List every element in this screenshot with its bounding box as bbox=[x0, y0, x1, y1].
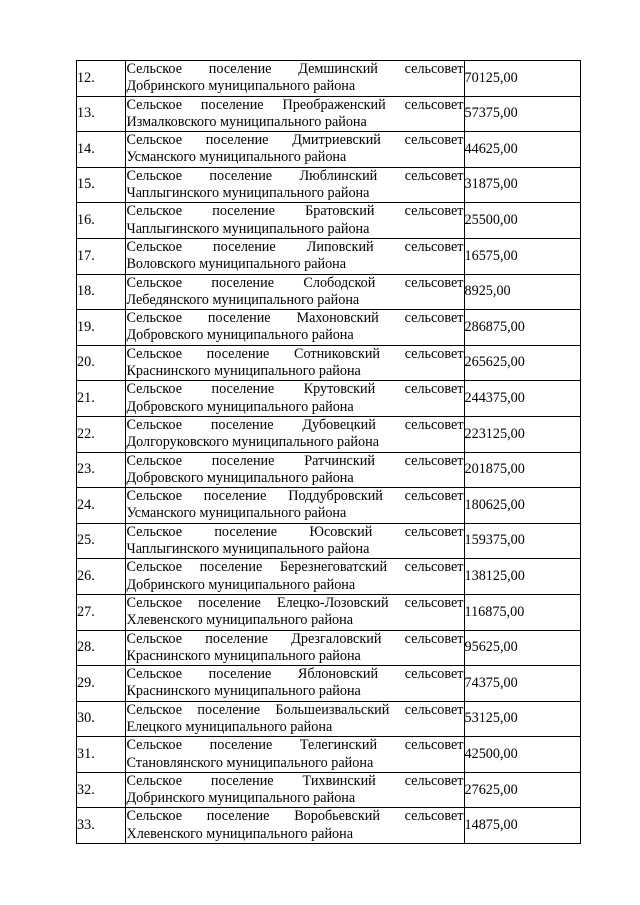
settlement-name-line2: Хлевенского муниципального района bbox=[126, 825, 354, 842]
amount-cell: 8925,00 bbox=[464, 274, 580, 310]
row-number: 29. bbox=[77, 666, 126, 702]
settlement-name-line1: Сельское поселение Махоновский сельсовет bbox=[126, 310, 464, 327]
row-number: 31. bbox=[77, 737, 126, 773]
settlement-name-cell bbox=[126, 345, 464, 381]
settlement-name-line2: Становлянского муниципального района bbox=[126, 754, 374, 771]
settlement-name-line1: Сельское поселение Березнеговатский сельсовет bbox=[126, 559, 464, 576]
row-number: 24. bbox=[77, 488, 126, 524]
settlement-name-cell bbox=[126, 96, 464, 132]
table-row bbox=[77, 167, 581, 203]
settlement-name-cell bbox=[126, 559, 464, 595]
row-number: 15. bbox=[77, 167, 126, 203]
row-number: 17. bbox=[77, 238, 126, 274]
table-row bbox=[77, 238, 581, 274]
row-number: 13. bbox=[77, 96, 126, 132]
row-number: 18. bbox=[77, 274, 126, 310]
amount-cell: 14875,00 bbox=[464, 808, 580, 844]
table-row bbox=[77, 808, 581, 844]
settlement-name-line2: Усманского муниципального района bbox=[126, 149, 347, 166]
settlement-name-line2: Воловского муниципального района bbox=[126, 256, 347, 273]
settlement-name-cell bbox=[126, 238, 464, 274]
row-number: 16. bbox=[77, 203, 126, 239]
settlement-name-line2: Усманского муниципального района bbox=[126, 505, 347, 522]
settlement-name-cell bbox=[126, 416, 464, 452]
settlement-name-cell bbox=[126, 488, 464, 524]
amount-cell: 286875,00 bbox=[464, 310, 580, 346]
amount-cell: 180625,00 bbox=[464, 488, 580, 524]
settlement-name-line2: Измалковского муниципального района bbox=[126, 113, 367, 130]
settlement-name-line1: Сельское поселение Липовский сельсовет bbox=[126, 238, 464, 255]
table-row bbox=[77, 772, 581, 808]
settlement-name-cell bbox=[126, 132, 464, 168]
settlement-name-cell bbox=[126, 808, 464, 844]
amount-cell: 57375,00 bbox=[464, 96, 580, 132]
settlement-name-line2: Добринского муниципального района bbox=[126, 576, 356, 593]
settlement-name-line2: Долгоруковского муниципального района bbox=[126, 434, 380, 451]
row-number: 22. bbox=[77, 416, 126, 452]
settlement-name-cell bbox=[126, 381, 464, 417]
table-row bbox=[77, 523, 581, 559]
settlement-name-cell bbox=[126, 772, 464, 808]
settlement-name-line1: Сельское поселение Ратчинский сельсовет bbox=[126, 452, 464, 469]
settlement-name-line2: Елецкого муниципального района bbox=[126, 718, 333, 735]
row-number: 20. bbox=[77, 345, 126, 381]
amount-cell: 138125,00 bbox=[464, 559, 580, 595]
settlement-name-cell bbox=[126, 274, 464, 310]
allocation-table bbox=[76, 60, 581, 844]
table-row bbox=[77, 274, 581, 310]
table-row bbox=[77, 345, 581, 381]
table-row bbox=[77, 737, 581, 773]
amount-cell: 16575,00 bbox=[464, 238, 580, 274]
row-number: 33. bbox=[77, 808, 126, 844]
settlement-name-line2: Краснинского муниципального района bbox=[126, 647, 361, 664]
amount-cell: 159375,00 bbox=[464, 523, 580, 559]
row-number: 32. bbox=[77, 772, 126, 808]
table-row bbox=[77, 416, 581, 452]
settlement-name-line2: Добровского муниципального района bbox=[126, 327, 354, 344]
settlement-name-line1: Сельское поселение Демшинский сельсовет bbox=[126, 61, 464, 77]
table-row bbox=[77, 310, 581, 346]
table-row bbox=[77, 203, 581, 239]
amount-cell: 116875,00 bbox=[464, 594, 580, 630]
table-row bbox=[77, 701, 581, 737]
amount-cell: 244375,00 bbox=[464, 381, 580, 417]
settlement-name-line2: Добровского муниципального района bbox=[126, 469, 354, 486]
amount-cell: 27625,00 bbox=[464, 772, 580, 808]
table-row bbox=[77, 559, 581, 595]
amount-cell: 95625,00 bbox=[464, 630, 580, 666]
settlement-name-line1: Сельское поселение Телегинский сельсовет bbox=[126, 737, 464, 754]
amount-cell: 44625,00 bbox=[464, 132, 580, 168]
settlement-name-line1: Сельское поселение Люблинский сельсовет bbox=[126, 167, 464, 184]
row-number: 26. bbox=[77, 559, 126, 595]
settlement-name-line2: Лебедянского муниципального района bbox=[126, 291, 360, 308]
settlement-name-cell bbox=[126, 310, 464, 346]
row-number: 12. bbox=[77, 61, 126, 97]
settlement-name-cell bbox=[126, 594, 464, 630]
settlement-name-cell bbox=[126, 203, 464, 239]
table-row bbox=[77, 488, 581, 524]
settlement-name-cell bbox=[126, 452, 464, 488]
table-row bbox=[77, 452, 581, 488]
amount-cell: 70125,00 bbox=[464, 61, 580, 97]
table-row bbox=[77, 594, 581, 630]
table-row bbox=[77, 630, 581, 666]
settlement-name-line1: Сельское поселение Большеизвальский сельсовет bbox=[126, 701, 464, 718]
settlement-name-line1: Сельское поселение Поддубровский сельсовет bbox=[126, 488, 464, 505]
amount-cell: 74375,00 bbox=[464, 666, 580, 702]
table-row bbox=[77, 61, 581, 97]
settlement-name-line2: Хлевенского муниципального района bbox=[126, 612, 354, 629]
settlement-name-line1: Сельское поселение Дрезгаловский сельсовет bbox=[126, 630, 464, 647]
settlement-name-line2: Добринского муниципального района bbox=[126, 790, 356, 807]
table-row bbox=[77, 96, 581, 132]
settlement-name-cell bbox=[126, 701, 464, 737]
settlement-name-line1: Сельское поселение Тихвинский сельсовет bbox=[126, 772, 464, 789]
table-row bbox=[77, 381, 581, 417]
row-number: 30. bbox=[77, 701, 126, 737]
settlement-name-cell bbox=[126, 666, 464, 702]
settlement-name-line1: Сельское поселение Елецко-Лозовский сельсовет bbox=[126, 594, 464, 611]
amount-cell: 42500,00 bbox=[464, 737, 580, 773]
amount-cell: 53125,00 bbox=[464, 701, 580, 737]
amount-cell: 25500,00 bbox=[464, 203, 580, 239]
settlement-name-line2: Краснинского муниципального района bbox=[126, 683, 361, 700]
settlement-name-line1: Сельское поселение Братовский сельсовет bbox=[126, 203, 464, 220]
settlement-name-line2: Краснинского муниципального района bbox=[126, 363, 361, 380]
settlement-name-line1: Сельское поселение Сотниковский сельсовет bbox=[126, 345, 464, 362]
settlement-name-line2: Добровского муниципального района bbox=[126, 398, 354, 415]
settlement-name-line1: Сельское поселение Дубовецкий сельсовет bbox=[126, 416, 464, 433]
amount-cell: 223125,00 bbox=[464, 416, 580, 452]
settlement-name-line2: Чаплыгинского муниципального района bbox=[126, 541, 370, 558]
row-number: 27. bbox=[77, 594, 126, 630]
settlement-name-line2: Чаплыгинского муниципального района bbox=[126, 220, 370, 237]
settlement-name-line1: Сельское поселение Воробьевский сельсовет bbox=[126, 808, 464, 825]
settlement-name-cell bbox=[126, 61, 464, 97]
amount-cell: 31875,00 bbox=[464, 167, 580, 203]
row-number: 25. bbox=[77, 523, 126, 559]
settlement-name-line2: Добринского муниципального района bbox=[126, 78, 356, 95]
amount-cell: 265625,00 bbox=[464, 345, 580, 381]
settlement-name-line1: Сельское поселение Крутовский сельсовет bbox=[126, 381, 464, 398]
table-body bbox=[77, 61, 581, 844]
settlement-name-line1: Сельское поселение Дмитриевский сельсовет bbox=[126, 132, 464, 149]
row-number: 23. bbox=[77, 452, 126, 488]
table-row bbox=[77, 666, 581, 702]
table-row bbox=[77, 132, 581, 168]
settlement-name-line1: Сельское поселение Слободской сельсовет bbox=[126, 274, 464, 291]
row-number: 28. bbox=[77, 630, 126, 666]
settlement-name-cell bbox=[126, 523, 464, 559]
amount-cell: 201875,00 bbox=[464, 452, 580, 488]
settlement-name-line2: Чаплыгинского муниципального района bbox=[126, 185, 370, 202]
settlement-name-cell bbox=[126, 630, 464, 666]
settlement-name-line1: Сельское поселение Преображенский сельсовет bbox=[126, 96, 464, 113]
settlement-name-line1: Сельское поселение Юсовский сельсовет bbox=[126, 523, 464, 540]
row-number: 14. bbox=[77, 132, 126, 168]
settlement-name-cell bbox=[126, 167, 464, 203]
row-number: 19. bbox=[77, 310, 126, 346]
settlement-name-line1: Сельское поселение Яблоновский сельсовет bbox=[126, 666, 464, 683]
settlement-name-cell bbox=[126, 737, 464, 773]
row-number: 21. bbox=[77, 381, 126, 417]
